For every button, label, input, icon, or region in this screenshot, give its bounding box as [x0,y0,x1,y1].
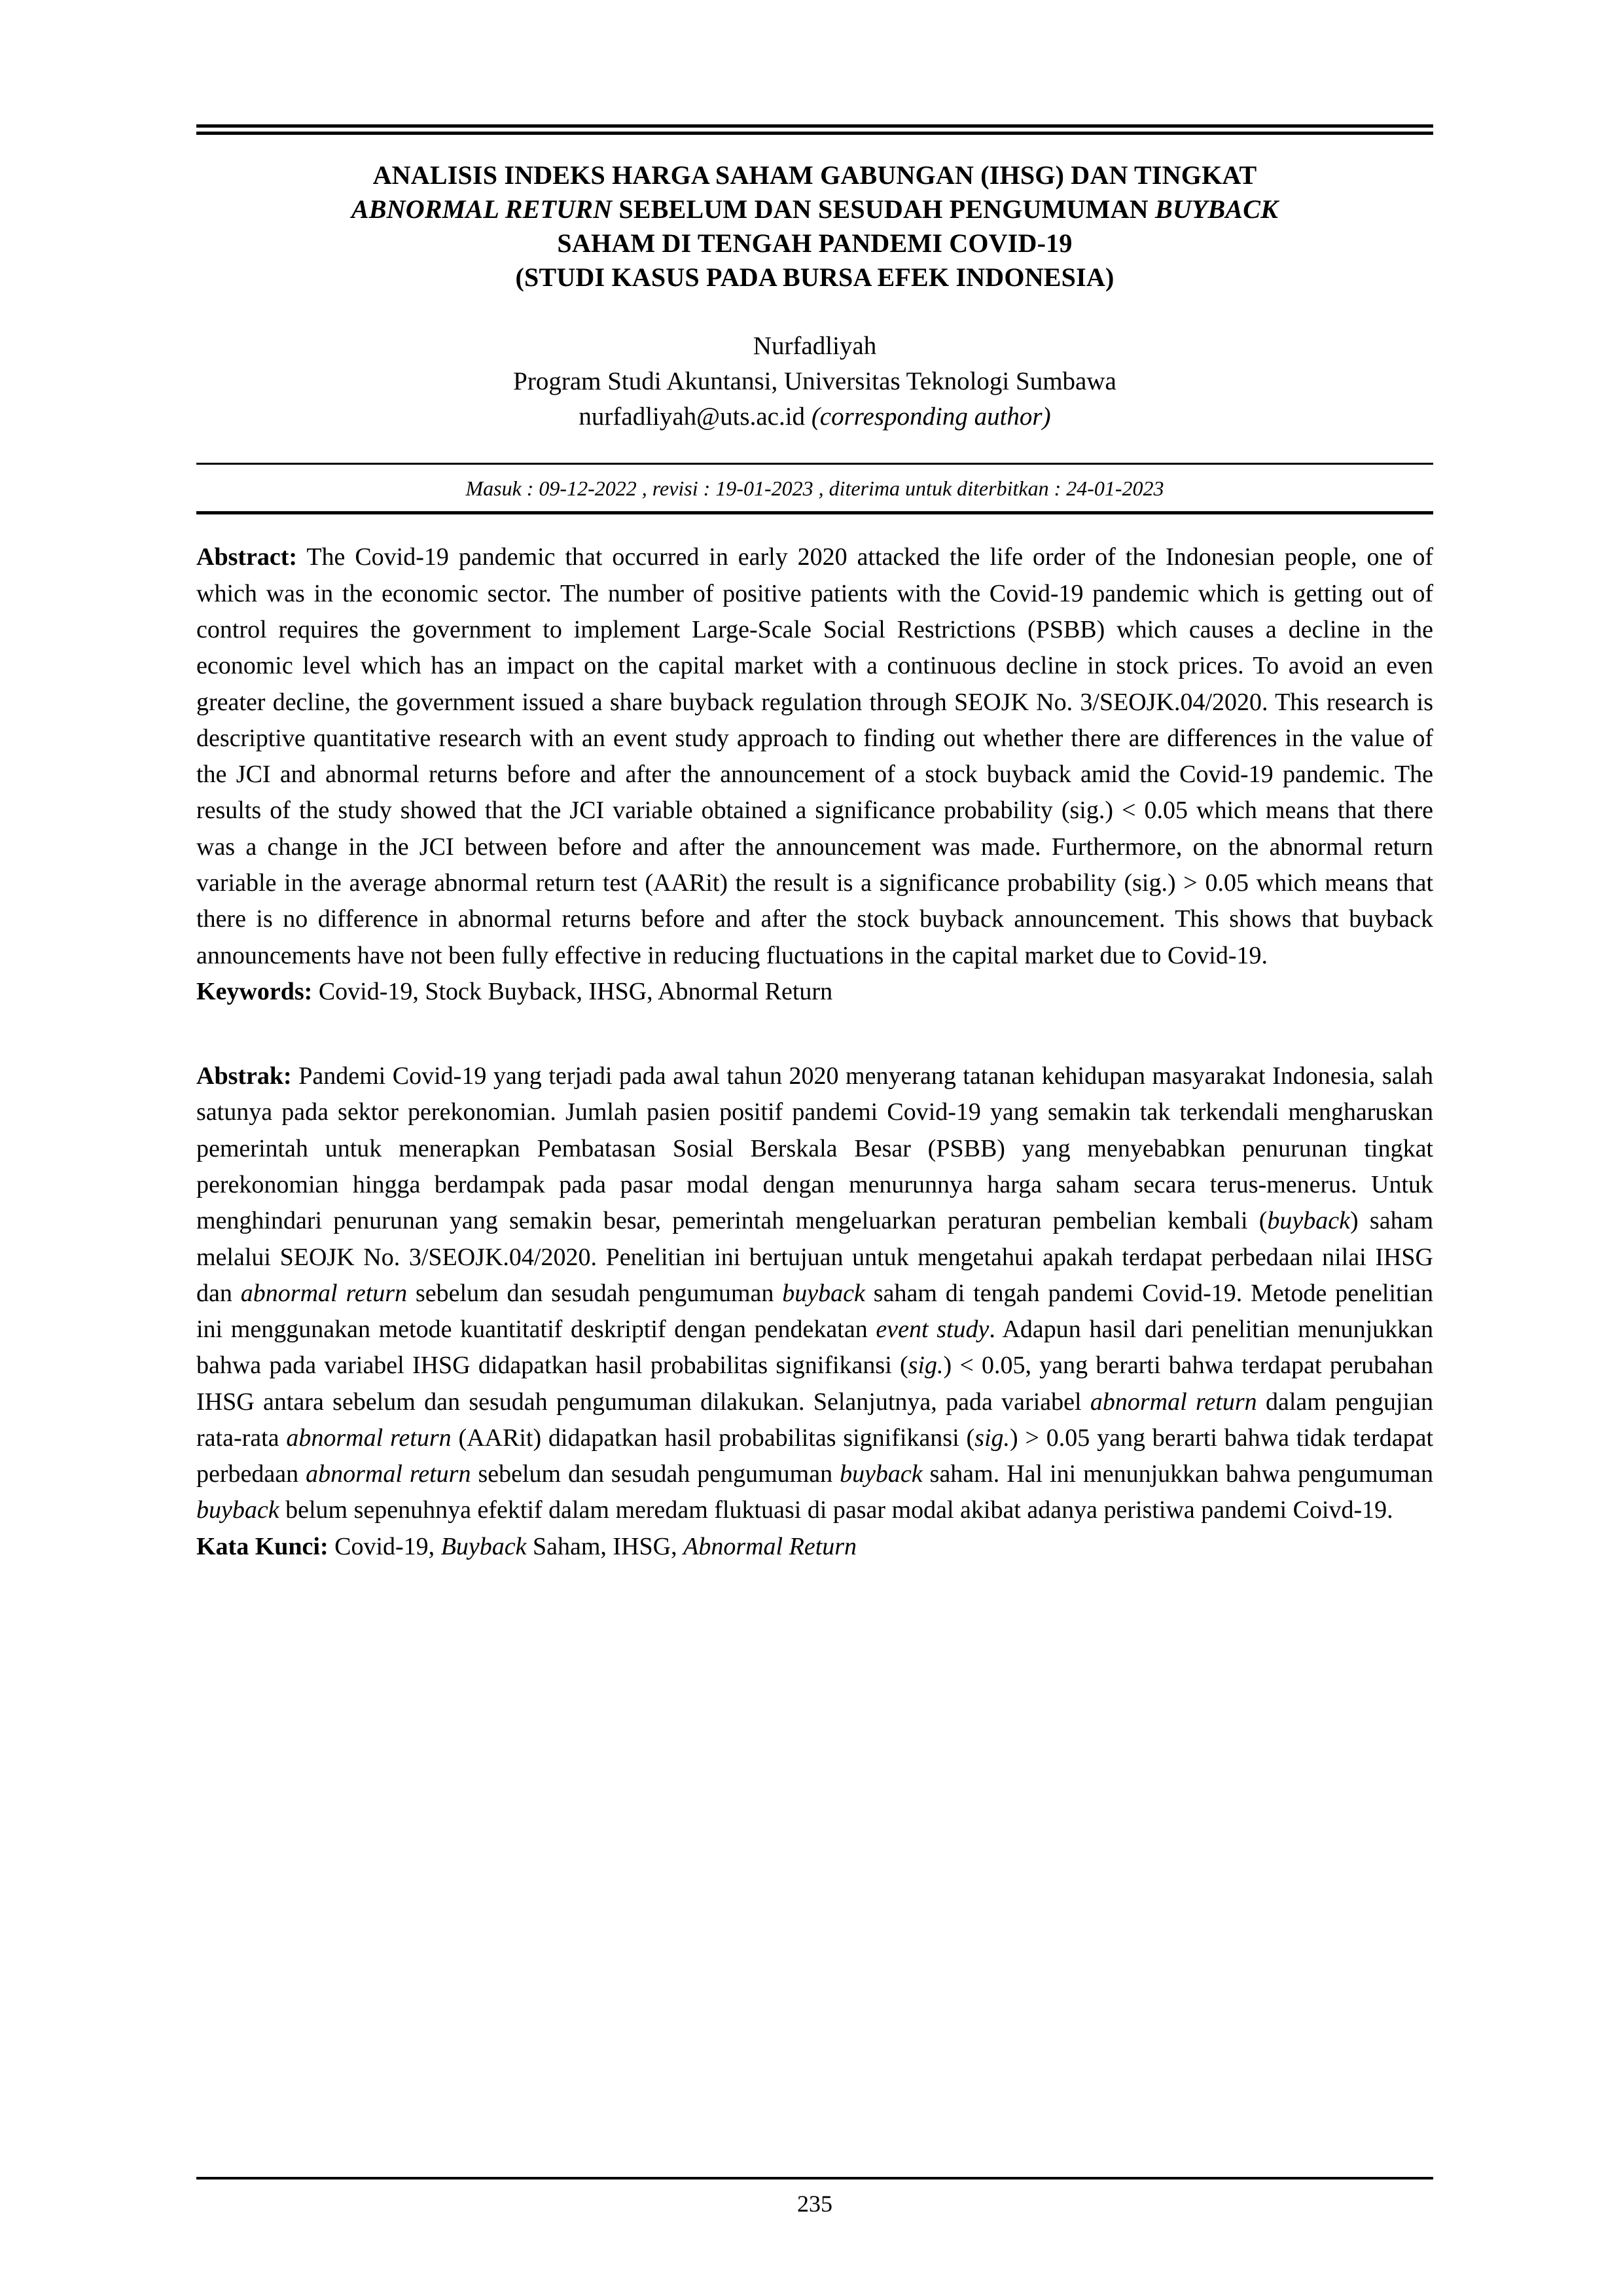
keywords-indonesian [196,1529,1433,1565]
keywords-label-id: Kata Kunci: [196,1532,329,1560]
keywords-english [196,974,1433,1010]
abstract-indonesian [196,1058,1433,1529]
keywords-id-d: Abnormal Return [683,1532,857,1560]
abstract-id-p4: saham di tengah pandemi Covid-19. Metode penelitian ini menggunakan metode kuantitatif deskriptif dengan pendekatan [196,1279,1433,1344]
title-line-3: SAHAM DI TENGAH PANDEMI COVID-19 [557,228,1073,258]
title-line-2-italic-b: BUYBACK [1154,194,1279,224]
keywords-id-b: Buyback [440,1532,527,1560]
title-line-1: ANALISIS INDEKS HARGA SAHAM GABUNGAN (IHSG) DAN TINGKAT [372,160,1257,190]
author-block [196,329,1433,434]
title-line-4: (STUDI KASUS PADA BURSA EFEK INDONESIA) [515,262,1115,292]
abstract-id-i1: buyback [1267,1207,1351,1235]
title-line-2-italic-a: ABNORMAL RETURN [351,194,613,224]
abstract-id-p9: ) > 0.05 yang berarti bahwa tidak terdapat perbedaan [196,1424,1433,1488]
section-gap [196,1010,1433,1033]
abstract-english [196,539,1433,973]
abstract-id-i10: buyback [840,1460,923,1488]
abstract-id-p2: ) saham melalui SEOJK No. 3/SEOJK.04/2020. Penelitian ini bertujuan untuk mengetahui apakah terdapat perbedaan nilai IHSG dan [196,1207,1433,1307]
abstract-id-i7: abnormal return [286,1424,452,1452]
page-title [223,158,1407,295]
author-email[interactable]: nurfadliyah@uts.ac.id [579,402,806,431]
abstract-id-i3: buyback [782,1279,865,1307]
keywords-id-c: Saham, IHSG, [526,1532,684,1560]
abstract-id-i6: abnormal return [1090,1388,1257,1416]
abstract-id-i11: buyback [196,1496,279,1524]
abstract-id-i9: abnormal return [306,1460,471,1488]
keywords-label-en: Keywords: [196,977,313,1005]
abstract-id-p8: (AARit) didapatkan hasil probabilitas signifikansi ( [451,1424,975,1452]
author-affiliation: Program Studi Akuntansi, Universitas Teknologi Sumbawa [513,367,1116,395]
abstract-label-id: Abstrak: [196,1062,292,1090]
abstract-id-p1: Pandemi Covid-19 yang terjadi pada awal tahun 2020 menyerang tatanan kehidupan masyarakat Indonesia, salah satunya pada sektor perekonomian. Jumlah pasien positif pandemi Covid-19 yang semakin tak terkendali mengharuskan pemerintah untuk menerapkan Pembatasan Sosial Berskala Besar (PSBB) yang menyebabkan penurunan tingkat perekonomian hingga berdampak pada pasar modal dengan menurunnya harga saham secara terus-menerus. Untuk menghindari penurunan yang semakin besar, pemerintah mengeluarkan peraturan pembelian kembali ( [196,1062,1433,1235]
abstract-text-en: The Covid-19 pandemic that occurred in early 2020 attacked the life order of the Indonesian people, one of which was in the economic sector. The number of positive patients with the Covid-19 pandemic which is getting out of control requires the government to implement Large-Scale Social Restrictions (PSBB) which causes a decline in the economic level which has an impact on the capital market with a continuous decline in stock prices. To avoid an even greater decline, the government issued a share buyback regulation through SEOJK No. 3/SEOJK.04/2020. This research is descriptive quantitative research with an event study approach to finding out whether there are differences in the value of the JCI and abnormal returns before and after the announcement of a stock buyback amid the Covid-19 pandemic. The results of the study showed that the JCI variable obtained a significance probability (sig.) < 0.05 which means that there was a change in the JCI between before and after the announcement was made. Furthermore, on the abnormal return variable in the average abnormal return test (AARit) the result is a significance probability (sig.) > 0.05 which means that there is no difference in abnormal returns before and after the stock buyback announcement. This shows that buyback announcements have not been fully effective in reducing fluctuations in the capital market due to Covid-19. [196,543,1433,969]
abstract-id-i2: abnormal return [240,1279,408,1307]
abstract-id-i4: event study [876,1316,990,1344]
abstract-id-p5: . Adapun hasil dari penelitian menunjukkan bahwa pada variabel IHSG didapatkan hasil probabilitas signifikansi ( [196,1316,1433,1380]
submission-dates: Masuk : 09-12-2022 , revisi : 19-01-2023 , diterima untuk diterbitkan : 24-01-2023 [196,463,1433,514]
corresponding-author-note: (corresponding author) [811,402,1051,431]
title-line-2-plain: SEBELUM DAN SESUDAH PENGUMUMAN [612,194,1155,224]
author-email-line [196,399,1433,435]
abstract-id-p7: dalam pengujian rata-rata [196,1388,1433,1452]
abstract-id-p6: ) < 0.05, yang berarti bahwa terdapat perubahan IHSG antara sebelum dan sesudah pengumuman dilakukan. Selanjutnya, pada variabel [196,1352,1433,1416]
abstract-id-p11: saham. Hal ini menunjukkan bahwa pengumuman [922,1460,1433,1488]
keywords-text-en: Covid-19, Stock Buyback, IHSG, Abnormal Return [312,977,833,1005]
page-footer [196,2177,1433,2217]
title-line-2 [223,192,1407,226]
author-name: Nurfadliyah [753,332,877,360]
abstract-label-en: Abstract: [196,543,298,571]
abstract-id-p3: sebelum dan sesudah pengumuman [407,1279,783,1307]
keywords-id-a: Covid-19, [328,1532,441,1560]
page-number: 235 [797,2191,832,2217]
abstract-id-p10: sebelum dan sesudah pengumuman [471,1460,840,1488]
abstract-id-p12: belum sepenuhnya efektif dalam meredam fluktuasi di pasar modal akibat adanya peristiwa pandemi Coivd-19. [279,1496,1393,1524]
abstract-id-i8: sig. [974,1424,1010,1452]
header-double-rule [196,124,1433,135]
abstract-id-i5: sig. [908,1352,944,1380]
